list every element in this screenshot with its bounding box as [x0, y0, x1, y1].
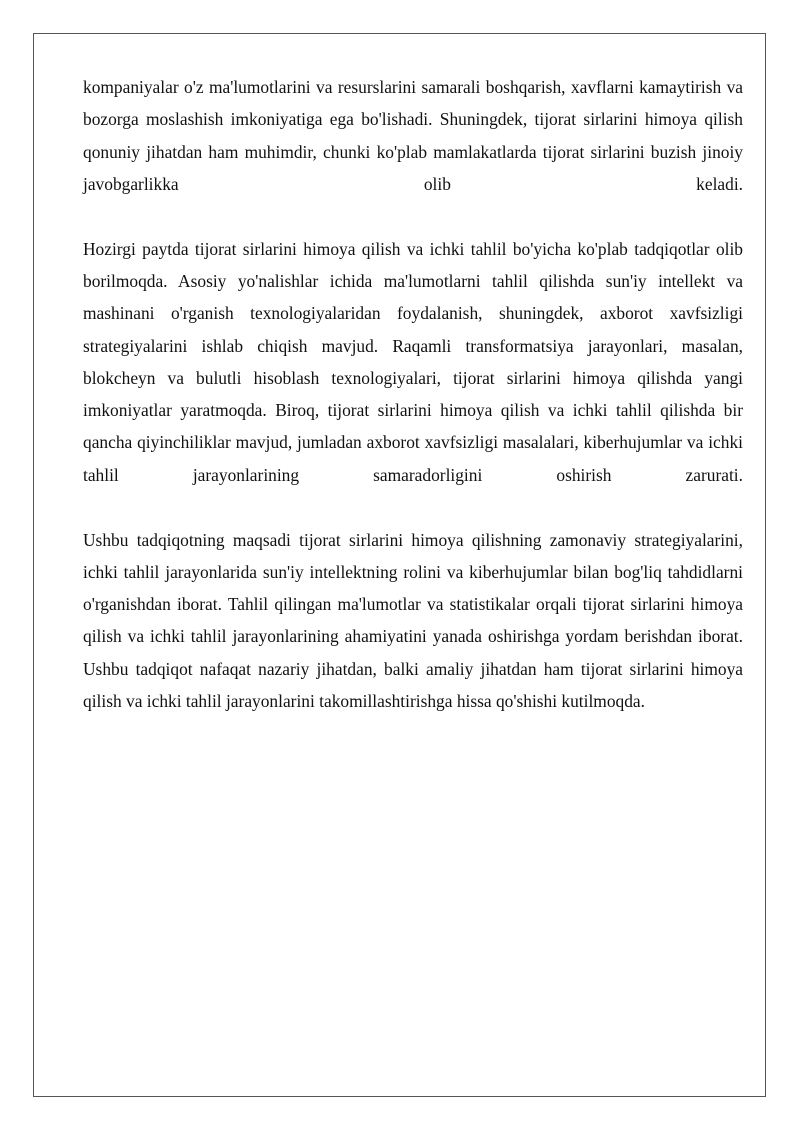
document-body — [83, 71, 743, 717]
paragraph-2: Hozirgi paytda tijorat sirlarini himoya qilish va ichki tahlil bo'yicha ko'plab tadqiqotlar olib borilmoqda. Asosiy yo'nalishlar ichida ma'lumotlarni tahlil qilishda sun'iy intellekt va mashinani o'rganish texnologiyalaridan foydalanish, shuningdek, axborot xavfsizligi strategiyalarini ishlab chiqish mavjud. Raqamli transformatsiya jarayonlari, masalan, blokcheyn va bulutli hisoblash texnologiyalari, tijorat sirlarini himoya qilishda yangi imkoniyatlar yaratmoqda. Biroq, tijorat sirlarini himoya qilish va ichki tahlil qilishda bir qancha qiyinchiliklar mavjud, jumladan axborot xavfsizligi masalalari, kiberhujumlar va ichki tahlil jarayonlarining samaradorligini oshirish zarurati. — [83, 238, 743, 485]
paragraph-3: Ushbu tadqiqotning maqsadi tijorat sirlarini himoya qilishning zamonaviy strategiyalarini, ichki tahlil jarayonlarida sun'iy intellektning rolini va kiberhujumlar bilan bog'liq tahdidlarni o'rganishdan iborat. Tahlil qilingan ma'lumotlar va statistikalar orqali tijorat sirlarini himoya qilish va ichki tahlil jarayonlarining ahamiyatini yanada oshirishga yordam berishdan iborat. Ushbu tadqiqot nafaqat nazariy jihatdan, balki amaliy jihatdan ham tijorat sirlarini himoya qilish va ichki tahlil jarayonlarini takomillashtirishga hissa qo'shishi kutilmoqda. — [83, 529, 743, 712]
paragraph-1: kompaniyalar o'z ma'lumotlarini va resurslarini samarali boshqarish, xavflarni kamaytirish va bozorga moslashish imkoniyatiga ega bo'lishadi. Shuningdek, tijorat sirlarini himoya qilish qonuniy jihatdan ham muhimdir, chunki ko'plab mamlakatlarda tijorat sirlarini buzish jinoiy javobgarlikka olib keladi. — [83, 77, 743, 194]
